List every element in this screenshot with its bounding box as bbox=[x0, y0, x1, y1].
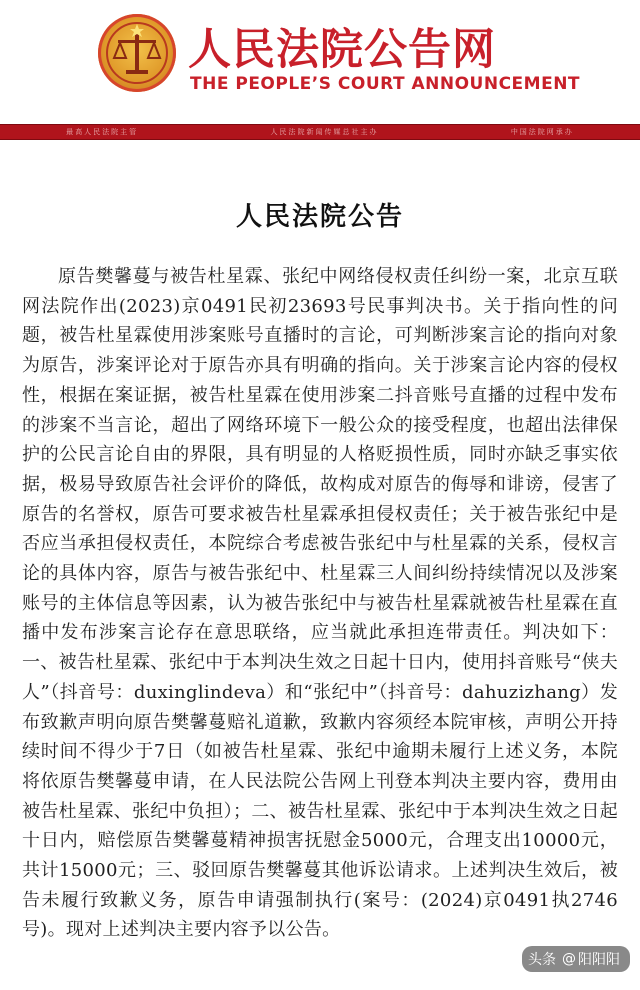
banner-segment: 人民法院新闻传媒总社主办 bbox=[270, 128, 379, 136]
banner-segment: 最高人民法院主管 bbox=[66, 128, 139, 136]
site-title: 人民法院公告网 bbox=[188, 25, 496, 75]
source-watermark bbox=[522, 946, 630, 972]
watermark-account: 阳阳阳 bbox=[578, 952, 620, 968]
watermark-platform: 头条 bbox=[528, 952, 556, 968]
site-subtitle: THE PEOPLE’S COURT ANNOUNCEMENT bbox=[190, 74, 581, 94]
notice-title: 人民法院公告 bbox=[235, 202, 404, 232]
header-banner bbox=[0, 124, 640, 140]
notice-body: 原告樊馨蔓与被告杜星霖、张纪中网络侵权责任纠纷一案，北京互联网法院作出(2023)京0491民初23693号民事判决书。关于指向性的问题，被告杜星霖使用涉案账号直播时的言论，可判断涉案言论的指向对象为原告，涉案评论对于原告亦具有明确的指向。关于涉案言论内容的侵权性，根据在案证据，被告杜星霖在使用涉案二抖音账号直播的过程中发布的涉案不当言论，超出了网络环境下一般公众的接受程度，也超出法律保护的公民言论自由的界限，具有明显的人格贬损性质，同时亦缺乏事实依据，极易导致原告社会评价的降低，故构成对原告的侮辱和诽谤，侵害了原告的名誉权，原告可要求被告杜星霖承担侵权责任；关于被告张纪中是否应当承担侵权责任，本院综合考虑被告张纪中与杜星霖的关系，侵权言论的具体内容，原告与被告张纪中、杜星霖三人间纠纷持续情况以及涉案账号的主体信息等因素，认为被告张纪中与被告杜星霖就被告杜星霖在直播中发布涉案言论存在意思联络，应当就此承担连带责任。判决如下：一、被告杜星霖、张纪中于本判决生效之日起十日内，使用抖音账号“侠夫人”（抖音号：duxinglindeva）和“张纪中”（抖音号：dahuzizhang）发布致歉声明向原告樊馨蔓赔礼道歉，致歉内容须经本院审核，声明公开持续时间不得少于7日（如被告杜星霖、张纪中逾期未履行上述义务，本院将依原告樊馨蔓申请，在人民法院公告网上刊登本判决主要内容，费用由被告杜星霖、张纪中负担）；二、被告杜星霖、张纪中于本判决生效之日起十日内，赔偿原告樊馨蔓精神损害抚慰金5000元，合理支出10000元，共计15000元；三、驳回原告樊馨蔓其他诉讼请求。上述判决生效后，被告未履行致歉义务，原告申请强制执行(案号：(2024)京0491执2746号)。现对上述判决主要内容予以公告。 bbox=[22, 266, 618, 941]
court-emblem-icon bbox=[98, 14, 176, 92]
watermark-at: @ bbox=[562, 951, 576, 967]
site-header bbox=[0, 0, 640, 140]
banner-segment: 中国法院网承办 bbox=[510, 128, 574, 136]
